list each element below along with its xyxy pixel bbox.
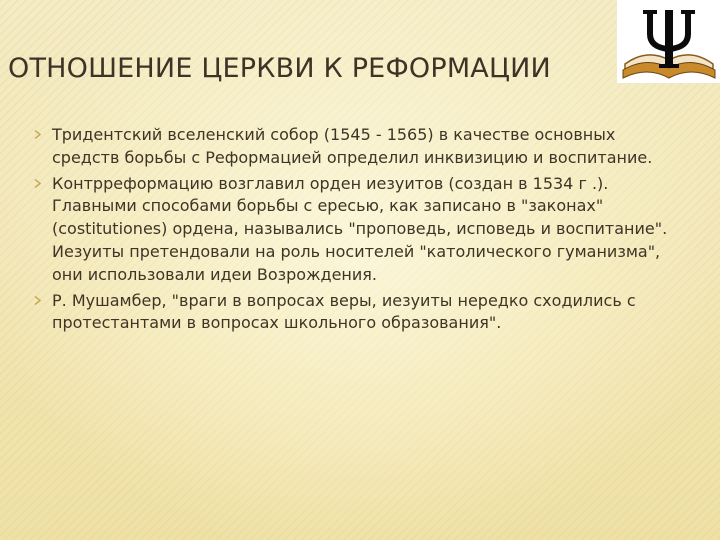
psi-logo-icon <box>617 0 720 83</box>
bullet-text: Контрреформацию возглавил орден иезуитов (создан в 1534 г .). Главными способами борьбы с ересью, как записано в "законах" (costitutiones) ордена, назывались "проповедь, исповедь и воспитание". Иезуиты претендовали на роль носителей "католического гуманизма", они использовали идеи Возрождения. <box>52 173 668 284</box>
bullet-text: Тридентский вселенский собор (1545 - 1565) в качестве основных средств борьбы с Реформацией определил инквизицию и воспитание. <box>52 125 653 167</box>
bullet-list <box>34 124 684 338</box>
bullet-arrow-icon <box>34 130 41 139</box>
bullet-item <box>34 290 684 336</box>
bullet-text: Р. Мушамбер, "враги в вопросах веры, иезуиты нередко сходились с протестантами в вопросах школьного образования". <box>52 290 636 333</box>
bullet-item <box>34 173 684 287</box>
bullet-item <box>34 124 684 170</box>
slide-title: ОТНОШЕНИЕ ЦЕРКВИ К РЕФОРМАЦИИ <box>8 53 551 84</box>
bullet-arrow-icon <box>34 179 41 188</box>
bullet-arrow-icon <box>34 296 41 305</box>
